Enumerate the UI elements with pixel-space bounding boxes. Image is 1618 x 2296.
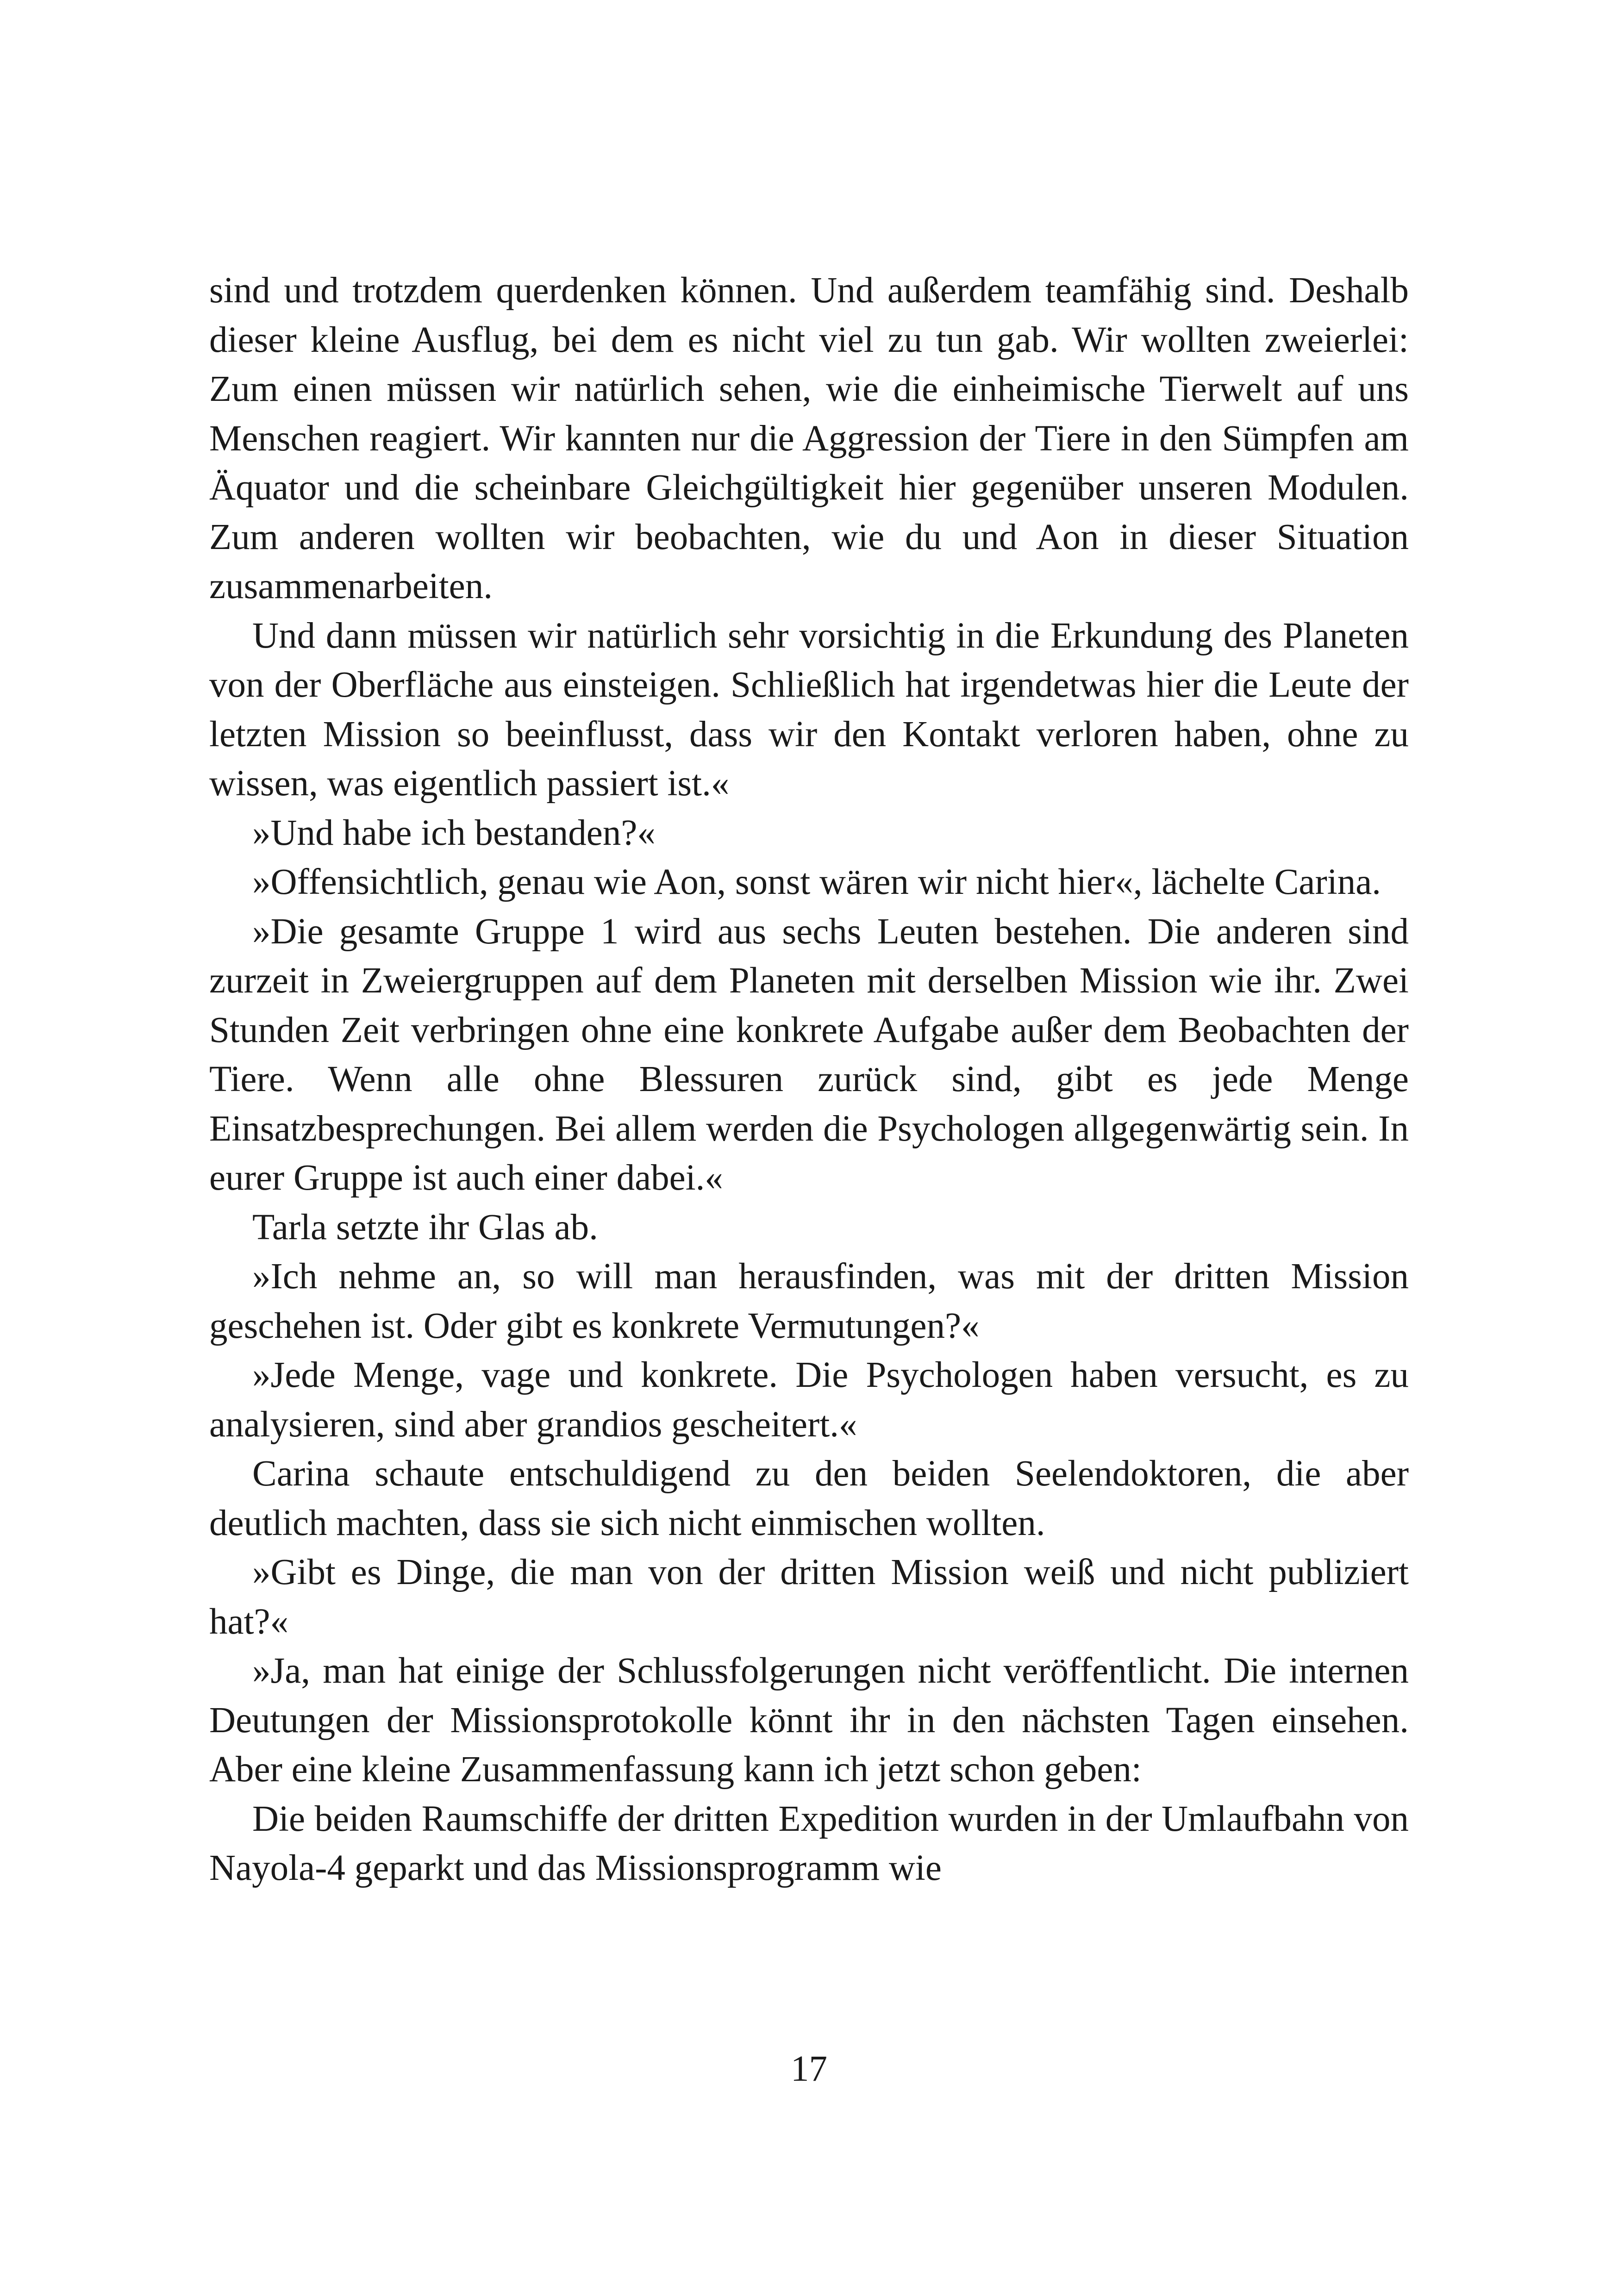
dialogue-line: »Gibt es Dinge, die man von der dritten Mission weiß und nicht publiziert hat?« bbox=[209, 1552, 1409, 1642]
dialogue-line: »Ich nehme an, so will man herausfinden, was mit der dritten Mission geschehen ist. Oder gibt es konkrete Vermutungen?« bbox=[209, 1256, 1409, 1346]
paragraph: Tarla setzte ihr Glas ab. bbox=[252, 1207, 598, 1248]
paragraph: Die beiden Raumschiffe der dritten Expedition wurden in der Umlaufbahn von Nayola-4 geparkt und das Missionsprogramm wie bbox=[209, 1798, 1409, 1888]
dialogue-line: »Und habe ich bestanden?« bbox=[252, 812, 656, 853]
dialogue-line: »Offensichtlich, genau wie Aon, sonst wären wir nicht hier«, lächelte Carina. bbox=[252, 862, 1381, 902]
paragraph: Carina schaute entschuldigend zu den beiden Seelendoktoren, die aber deutlich machten, dass sie sich nicht einmischen wollten. bbox=[209, 1454, 1409, 1543]
paragraph: Und dann müssen wir natürlich sehr vorsichtig in die Erkundung des Planeten von der Oberfläche aus einsteigen. Schließlich hat irgendetwas hier die Leute der letzten Mission so beeinflusst, dass wir den Kontakt verloren haben, ohne zu wissen, was eigentlich passiert ist.« bbox=[209, 615, 1409, 804]
page-number: 17 bbox=[791, 2049, 827, 2089]
dialogue-line: »Jede Menge, vage und konkrete. Die Psychologen haben versucht, es zu analysieren, sind aber grandios gescheitert.« bbox=[209, 1355, 1409, 1445]
paragraph-continuation: sind und trotzdem querdenken können. Und außerdem teamfähig sind. Deshalb dieser kleine Ausflug, bei dem es nicht viel zu tun gab. Wir wollten zweierlei: Zum einen müssen wir natürlich sehen, wie die einheimische Tierwelt auf uns Menschen reagiert. Wir kannten nur die Aggression der Tiere in den Sümpfen am Äquator und die scheinbare Gleichgültigkeit hier gegenüber unseren Modulen. Zum anderen wollten wir beobachten, wie du und Aon in dieser Situation zusammenarbeiten. bbox=[209, 270, 1409, 606]
dialogue-line: »Die gesamte Gruppe 1 wird aus sechs Leuten bestehen. Die anderen sind zurzeit in Zweiergruppen auf dem Planeten mit derselben Mission wie ihr. Zwei Stunden Zeit verbringen ohne eine konkrete Aufgabe außer dem Beobachten der Tiere. Wenn alle ohne Blessuren zurück sind, gibt es jede Menge Einsatzbesprechungen. Bei allem werden die Psychologen allgegenwärtig sein. In eurer Gruppe ist auch einer dabei.« bbox=[209, 911, 1409, 1198]
dialogue-line: »Ja, man hat einige der Schlussfolgerungen nicht veröffentlicht. Die internen Deutungen der Missionsprotokolle könnt ihr in den nächsten Tagen einsehen. Aber eine kleine Zusammenfassung kann ich jetzt schon geben: bbox=[209, 1651, 1409, 1790]
body-text bbox=[209, 266, 1409, 1893]
